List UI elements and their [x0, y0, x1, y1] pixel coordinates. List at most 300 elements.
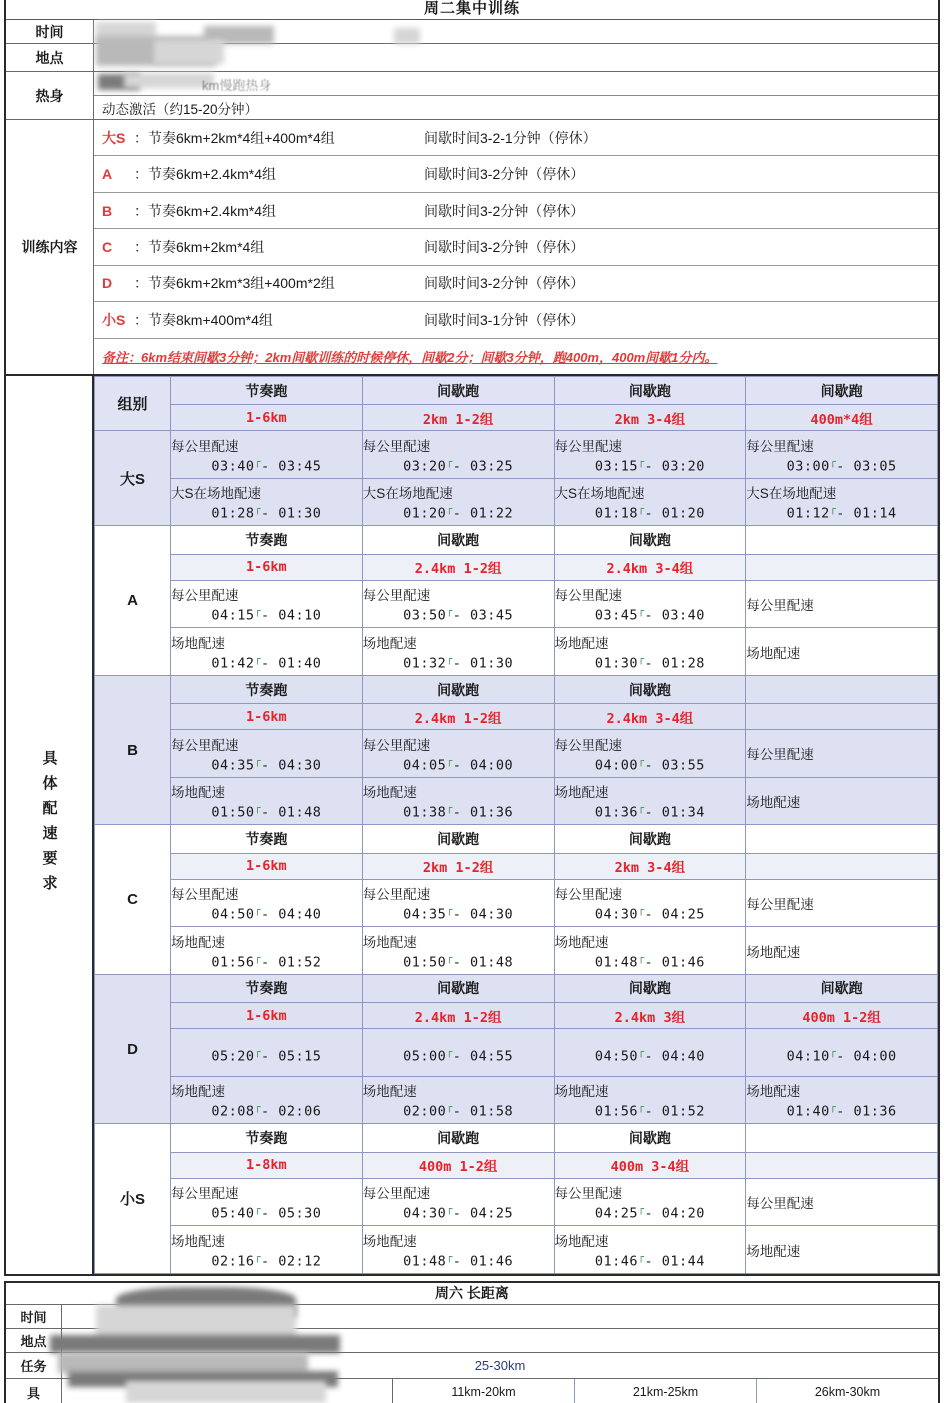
bottom-column-header: 11km-20km	[392, 1379, 574, 1403]
training-group: C	[102, 238, 113, 255]
pace-caption: 每公里配速	[362, 887, 431, 903]
value-place	[94, 44, 938, 71]
tick-mark: ┌	[446, 1046, 453, 1058]
bottom-page-title: 周六 长距离	[6, 1283, 938, 1305]
training-row	[94, 266, 938, 302]
pace-cell	[746, 478, 938, 526]
pace-group-row	[95, 1124, 938, 1152]
pace-cell	[362, 478, 554, 526]
training-desc: ：节奏8km+400m*4组	[134, 311, 273, 328]
pace-value: 04:10┌- 04:00	[786, 1046, 897, 1065]
bottom-column-header: 26km-30km	[756, 1379, 938, 1403]
tick-mark: ┌	[254, 1102, 261, 1114]
pace-value: 05:40┌- 05:30	[211, 1204, 322, 1222]
pace-caption: 每公里配速	[746, 438, 814, 454]
page-title: 周二集中训练	[6, 0, 938, 20]
pace-caption: 每公里配速	[171, 887, 239, 903]
pace-cell	[746, 580, 938, 628]
pace-type-header: 节奏跑	[171, 675, 363, 703]
pace-cell	[362, 580, 554, 628]
pace-cell	[554, 1178, 746, 1226]
pace-caption: 每公里配速	[554, 1186, 622, 1202]
pace-distance-header: 2.4km 1-2组	[362, 704, 554, 730]
pace-cell	[746, 628, 938, 676]
pace-cell	[746, 927, 938, 975]
pace-cell	[554, 1029, 746, 1077]
pace-caption: 场地配速	[554, 785, 609, 801]
pace-cell	[171, 730, 363, 778]
pace-venue-row	[95, 927, 938, 975]
pace-cell	[171, 927, 363, 975]
pace-cell	[554, 628, 746, 676]
pace-caption: 每公里配速	[171, 737, 239, 753]
pace-value: 01:48┌- 01:46	[594, 952, 705, 971]
pace-caption: 场地配速	[362, 785, 417, 801]
tick-mark: ┌	[637, 1251, 645, 1263]
pace-cell	[171, 777, 363, 825]
tick-mark: ┌	[254, 803, 261, 815]
pace-venue-row	[95, 628, 938, 676]
pace-table-wrap	[94, 376, 938, 1274]
warmup-divider	[94, 95, 938, 96]
training-row	[94, 156, 938, 192]
redaction-block	[58, 1353, 308, 1373]
pace-caption: 场地配速	[554, 1084, 609, 1100]
training-desc: ：节奏6km+2km*4组	[134, 238, 265, 255]
pace-caption: 每公里配速	[554, 438, 622, 454]
pace-group-name: D	[95, 974, 171, 1123]
tuesday-training-sheet	[4, 0, 940, 1276]
pace-distance-header: 400m 1-2组	[362, 1152, 554, 1178]
pace-type-header: 节奏跑	[171, 974, 363, 1002]
tick-mark: ┌	[637, 1102, 645, 1114]
pace-cell	[362, 730, 554, 778]
bottom-label-time: 时间	[6, 1305, 62, 1328]
pace-group-dist-row	[95, 853, 938, 879]
pace-caption: 每公里配速	[554, 737, 622, 753]
pace-distance-header: 1-6km	[171, 1003, 363, 1029]
pace-cell	[746, 1029, 938, 1077]
pace-perkm-row	[95, 1029, 938, 1077]
training-content-rows	[94, 120, 938, 374]
pace-cell	[362, 927, 554, 975]
pace-value: 04:30┌- 04:25	[403, 1204, 514, 1222]
pace-cell	[746, 1076, 938, 1124]
pace-value: 03:00┌- 03:05	[786, 456, 897, 475]
pace-distance-header	[746, 554, 938, 580]
tick-mark: ┌	[637, 606, 645, 618]
tick-mark: ┌	[254, 905, 261, 917]
pace-caption: 大S在场地配速	[171, 486, 262, 502]
pace-venue-row	[95, 478, 938, 526]
tick-mark: ┌	[637, 504, 645, 516]
tick-mark: ┌	[254, 606, 261, 618]
pace-caption: 每公里配速	[746, 597, 814, 613]
redaction-block	[96, 1305, 296, 1339]
pace-distance-header: 2.4km 3-4组	[554, 704, 746, 730]
pace-cell	[554, 580, 746, 628]
pace-caption: 每公里配速	[746, 747, 814, 763]
pace-value: 05:00┌- 04:55	[403, 1046, 514, 1065]
pace-value: 03:20┌- 03:25	[403, 456, 514, 475]
pace-type-header: 间歇跑	[362, 526, 554, 554]
pace-cell	[746, 777, 938, 825]
pace-type-header: 间歇跑	[554, 825, 746, 853]
pace-value: 03:50┌- 03:45	[403, 606, 514, 624]
pace-caption: 场地配速	[362, 1084, 417, 1100]
pace-caption: 大S在场地配速	[362, 486, 453, 502]
pace-type-header: 间歇跑	[554, 377, 746, 405]
pace-value: 01:28┌- 01:30	[211, 504, 322, 522]
pace-distance-header: 1-6km	[171, 704, 363, 730]
training-desc: ：节奏6km+2km*4组+400m*4组	[134, 129, 335, 146]
pace-group-name: 大S	[95, 431, 171, 526]
pace-cell	[171, 1178, 363, 1226]
pace-type-header: 间歇跑	[554, 675, 746, 703]
tick-mark: ┌	[446, 504, 453, 516]
training-group: D	[102, 275, 113, 292]
pace-cell	[171, 580, 363, 628]
pace-value: 04:05┌- 04:00	[403, 755, 514, 774]
pace-value: 04:00┌- 03:55	[594, 755, 705, 774]
tick-mark: ┌	[254, 653, 261, 665]
pace-distance-header: 2.4km 3-4组	[554, 554, 746, 580]
pace-type-header: 节奏跑	[171, 825, 363, 853]
pace-distance-header: 2.4km 1-2组	[362, 1003, 554, 1029]
pace-value: 03:40┌- 03:45	[211, 456, 322, 475]
bottom-column-header: 21km-25km	[574, 1379, 756, 1403]
pace-caption: 大S在场地配速	[746, 486, 837, 502]
pace-distance-header: 2km 1-2组	[362, 853, 554, 879]
pace-type-header: 间歇跑	[554, 1124, 746, 1152]
pace-group-dist-row	[95, 554, 938, 580]
pace-cell	[362, 879, 554, 927]
pace-cell	[362, 777, 554, 825]
training-rest: 间歇时间3-2分钟（停休）	[424, 202, 585, 219]
pace-cell	[554, 927, 746, 975]
training-rest: 间歇时间3-2-1分钟（停休）	[424, 129, 597, 146]
pace-group-dist-row	[95, 1003, 938, 1029]
pace-type-header: 间歇跑	[362, 675, 554, 703]
pace-distance-header: 2km 3-4组	[554, 405, 746, 431]
pace-type-header	[746, 675, 938, 703]
pace-caption: 每公里配速	[362, 1186, 431, 1202]
pace-value: 01:46┌- 01:44	[594, 1251, 705, 1270]
vertical-label-text: 具体配速要求	[40, 750, 58, 900]
pace-value: 02:16┌- 02:12	[211, 1251, 322, 1270]
bottom-value-task: 25-30km	[474, 1358, 526, 1373]
tick-mark: ┌	[637, 1046, 645, 1058]
pace-group-row	[95, 825, 938, 853]
pace-distance-header: 1-6km	[171, 853, 363, 879]
pace-distance-header: 400m*4组	[746, 405, 938, 431]
training-note: 备注：6km结束间歇3分钟；2km间歇训练的时候停休，间歇2分；间歇3分钟，跑400m，400m间歇1分内。	[102, 349, 718, 365]
pace-value: 01:20┌- 01:22	[403, 504, 514, 522]
pace-value: 02:08┌- 02:06	[211, 1102, 322, 1120]
pace-distance-header: 1-8km	[171, 1152, 363, 1178]
tick-mark: ┌	[829, 456, 837, 468]
pace-value: 01:48┌- 01:46	[403, 1251, 514, 1270]
tick-mark: ┌	[254, 1204, 261, 1216]
tick-mark: ┌	[637, 653, 645, 665]
pace-cell	[171, 628, 363, 676]
pace-value: 01:12┌- 01:14	[786, 504, 897, 522]
label-place: 地点	[6, 44, 94, 71]
pace-value: 03:45┌- 03:40	[594, 606, 705, 624]
pace-group-name: A	[95, 526, 171, 675]
tick-mark: ┌	[446, 1251, 453, 1263]
pace-type-header: 节奏跑	[171, 526, 363, 554]
pace-distance-header: 1-6km	[171, 405, 363, 431]
pace-cell	[554, 1076, 746, 1124]
tick-mark: ┌	[254, 504, 261, 516]
tick-mark: ┌	[637, 803, 645, 815]
tick-mark: ┌	[446, 755, 453, 767]
pace-value: 04:50┌- 04:40	[594, 1046, 705, 1065]
pace-type-header: 间歇跑	[746, 974, 938, 1002]
tick-mark: ┌	[829, 1102, 837, 1114]
tick-mark: ┌	[446, 952, 453, 964]
redaction-block	[50, 1335, 340, 1353]
tick-mark: ┌	[446, 606, 453, 618]
pace-value: 01:30┌- 01:28	[594, 653, 705, 672]
tick-mark: ┌	[254, 1251, 261, 1263]
pace-value: 01:32┌- 01:30	[403, 653, 514, 672]
pace-cell	[362, 1226, 554, 1274]
pace-caption: 场地配速	[171, 1084, 225, 1100]
training-rest: 间歇时间3-2分钟（停休）	[424, 238, 585, 255]
pace-caption: 场地配速	[746, 1084, 801, 1100]
training-group: 小S	[102, 311, 126, 328]
redaction-block	[394, 28, 420, 44]
pace-distance-header: 400m 1-2组	[746, 1003, 938, 1029]
label-warmup: 热身	[6, 72, 94, 119]
pace-cell	[362, 1076, 554, 1124]
pace-distance-header: 2km 1-2组	[362, 405, 554, 431]
pace-cell	[554, 478, 746, 526]
pace-caption: 场地配速	[171, 785, 225, 801]
training-desc: ：节奏6km+2.4km*4组	[134, 202, 276, 219]
tick-mark: ┌	[254, 456, 261, 468]
training-desc: ：节奏6km+2km*3组+400m*2组	[134, 275, 335, 292]
warmup-line-2: 动态激活（约15-20分钟）	[102, 102, 259, 117]
pace-requirement-block	[6, 376, 938, 1274]
pace-caption: 场地配速	[171, 635, 225, 651]
pace-value: 05:20┌- 05:15	[211, 1046, 322, 1065]
pace-caption: 场地配速	[171, 1233, 225, 1249]
pace-caption: 场地配速	[746, 1243, 801, 1259]
pace-distance-header: 2km 3-4组	[554, 853, 746, 879]
pace-cell	[554, 879, 746, 927]
pace-perkm-row	[95, 879, 938, 927]
pace-caption: 每公里配速	[171, 1186, 239, 1202]
info-row-place	[6, 44, 938, 72]
pace-cell	[746, 431, 938, 479]
bottom-label-detail: 具	[6, 1379, 62, 1403]
pace-cell	[171, 879, 363, 927]
pace-type-header: 间歇跑	[362, 825, 554, 853]
pace-value: 01:42┌- 01:40	[211, 653, 322, 672]
pace-group-row	[95, 526, 938, 554]
tick-mark: ┌	[637, 905, 645, 917]
pace-group-name: 小S	[95, 1124, 171, 1274]
pace-group-name: B	[95, 675, 171, 824]
bottom-label-place: 地点	[6, 1329, 62, 1352]
pace-cell	[171, 431, 363, 479]
pace-cell	[554, 431, 746, 479]
tick-mark: ┌	[637, 456, 645, 468]
saturday-long-run-sheet	[4, 1281, 940, 1403]
pace-type-header: 节奏跑	[171, 1124, 363, 1152]
pace-type-header	[746, 526, 938, 554]
pace-caption: 每公里配速	[554, 887, 622, 903]
pace-caption: 场地配速	[746, 795, 801, 811]
pace-cell	[554, 777, 746, 825]
pace-caption: 大S在场地配速	[554, 486, 645, 502]
training-group: B	[102, 202, 113, 219]
pace-cell	[171, 1076, 363, 1124]
pace-value: 01:56┌- 01:52	[211, 952, 322, 971]
tick-mark: ┌	[637, 755, 645, 767]
tick-mark: ┌	[446, 905, 453, 917]
pace-caption: 每公里配速	[554, 588, 622, 604]
redaction-block	[154, 40, 224, 64]
pace-cell	[362, 431, 554, 479]
training-rest: 间歇时间3-1分钟（停休）	[424, 311, 585, 328]
pace-caption: 场地配速	[362, 1233, 417, 1249]
pace-value: 02:00┌- 01:58	[403, 1102, 514, 1120]
pace-venue-row	[95, 777, 938, 825]
redaction-block	[126, 1381, 326, 1403]
label-training-content: 训练内容	[6, 120, 94, 374]
pace-caption: 每公里配速	[362, 438, 431, 454]
tick-mark: ┌	[637, 952, 645, 964]
pace-group-header: 组别	[95, 377, 171, 431]
label-time: 时间	[6, 20, 94, 43]
pace-caption: 每公里配速	[362, 588, 431, 604]
pace-caption: 场地配速	[554, 934, 609, 950]
pace-header-row	[95, 377, 938, 405]
pace-distance-header: 2.4km 3组	[554, 1003, 746, 1029]
pace-caption: 每公里配速	[746, 1195, 814, 1211]
pace-cell	[362, 1178, 554, 1226]
tick-mark: ┌	[254, 1046, 261, 1058]
pace-value: 01:50┌- 01:48	[211, 803, 322, 821]
pace-cell	[554, 730, 746, 778]
pace-caption: 场地配速	[746, 645, 801, 661]
pace-caption: 每公里配速	[362, 737, 431, 753]
pace-perkm-row	[95, 1178, 938, 1226]
pace-header-dist-row	[95, 405, 938, 431]
pace-value: 04:50┌- 04:40	[211, 905, 322, 923]
pace-type-header: 节奏跑	[171, 377, 363, 405]
tick-mark: ┌	[446, 456, 453, 468]
tick-mark: ┌	[637, 1204, 645, 1216]
pace-caption: 场地配速	[362, 934, 417, 950]
pace-distance-header	[746, 704, 938, 730]
pace-type-header: 间歇跑	[746, 377, 938, 405]
pace-value: 03:15┌- 03:20	[594, 456, 705, 475]
pace-value: 01:40┌- 01:36	[786, 1102, 897, 1120]
pace-value: 01:18┌- 01:20	[594, 504, 705, 522]
pace-value: 01:36┌- 01:34	[594, 803, 705, 821]
pace-venue-row	[95, 1226, 938, 1274]
pace-value: 01:38┌- 01:36	[403, 803, 514, 821]
pace-distance-header	[746, 1152, 938, 1178]
pace-distance-header: 400m 3-4组	[554, 1152, 746, 1178]
training-rest: 间歇时间3-2分钟（停休）	[424, 275, 585, 292]
training-row	[94, 193, 938, 229]
pace-caption: 场地配速	[171, 934, 225, 950]
tick-mark: ┌	[829, 504, 837, 516]
pace-value: 04:25┌- 04:20	[594, 1204, 705, 1222]
pace-group-dist-row	[95, 1152, 938, 1178]
pace-perkm-row	[95, 431, 938, 479]
pace-cell	[171, 1226, 363, 1274]
pace-type-header	[746, 825, 938, 853]
pace-caption: 场地配速	[554, 1233, 609, 1249]
pace-value: 04:35┌- 04:30	[211, 755, 322, 774]
pace-caption: 每公里配速	[171, 438, 239, 454]
pace-cell	[746, 730, 938, 778]
pace-caption: 场地配速	[362, 635, 417, 651]
pace-group-row	[95, 974, 938, 1002]
pace-cell	[362, 628, 554, 676]
pace-type-header: 间歇跑	[362, 1124, 554, 1152]
pace-type-header: 间歇跑	[362, 974, 554, 1002]
pace-perkm-row	[95, 580, 938, 628]
pace-cell	[746, 1178, 938, 1226]
pace-group-row	[95, 675, 938, 703]
tick-mark: ┌	[254, 952, 261, 964]
pace-cell	[746, 879, 938, 927]
training-group: A	[102, 166, 113, 183]
redaction-block	[124, 73, 214, 88]
pace-distance-header: 1-6km	[171, 554, 363, 580]
pace-cell	[746, 1226, 938, 1274]
pace-type-header: 间歇跑	[554, 974, 746, 1002]
pace-cell	[171, 478, 363, 526]
value-warmup	[94, 72, 938, 119]
training-row	[94, 302, 938, 338]
pace-perkm-row	[95, 730, 938, 778]
pace-cell	[554, 1226, 746, 1274]
label-pace-requirement	[6, 376, 94, 1274]
pace-caption: 场地配速	[746, 944, 801, 960]
pace-caption: 每公里配速	[171, 588, 239, 604]
training-desc: ：节奏6km+2.4km*4组	[134, 166, 276, 183]
bottom-label-task: 任务	[6, 1353, 62, 1378]
pace-distance-header	[746, 853, 938, 879]
training-row	[94, 120, 938, 156]
training-content-block	[6, 120, 938, 376]
pace-venue-row	[95, 1076, 938, 1124]
training-group: 大S	[102, 129, 126, 146]
pace-caption: 场地配速	[554, 635, 609, 651]
pace-value: 04:35┌- 04:30	[403, 905, 514, 923]
tick-mark: ┌	[446, 653, 453, 665]
pace-group-dist-row	[95, 704, 938, 730]
pace-cell	[362, 1029, 554, 1077]
pace-type-header	[746, 1124, 938, 1152]
pace-type-header: 间歇跑	[362, 377, 554, 405]
info-row-warmup	[6, 72, 938, 120]
pace-value: 04:15┌- 04:10	[211, 606, 322, 624]
pace-type-header: 间歇跑	[554, 526, 746, 554]
tick-mark: ┌	[446, 1204, 453, 1216]
training-row	[94, 229, 938, 265]
tick-mark: ┌	[829, 1046, 837, 1058]
